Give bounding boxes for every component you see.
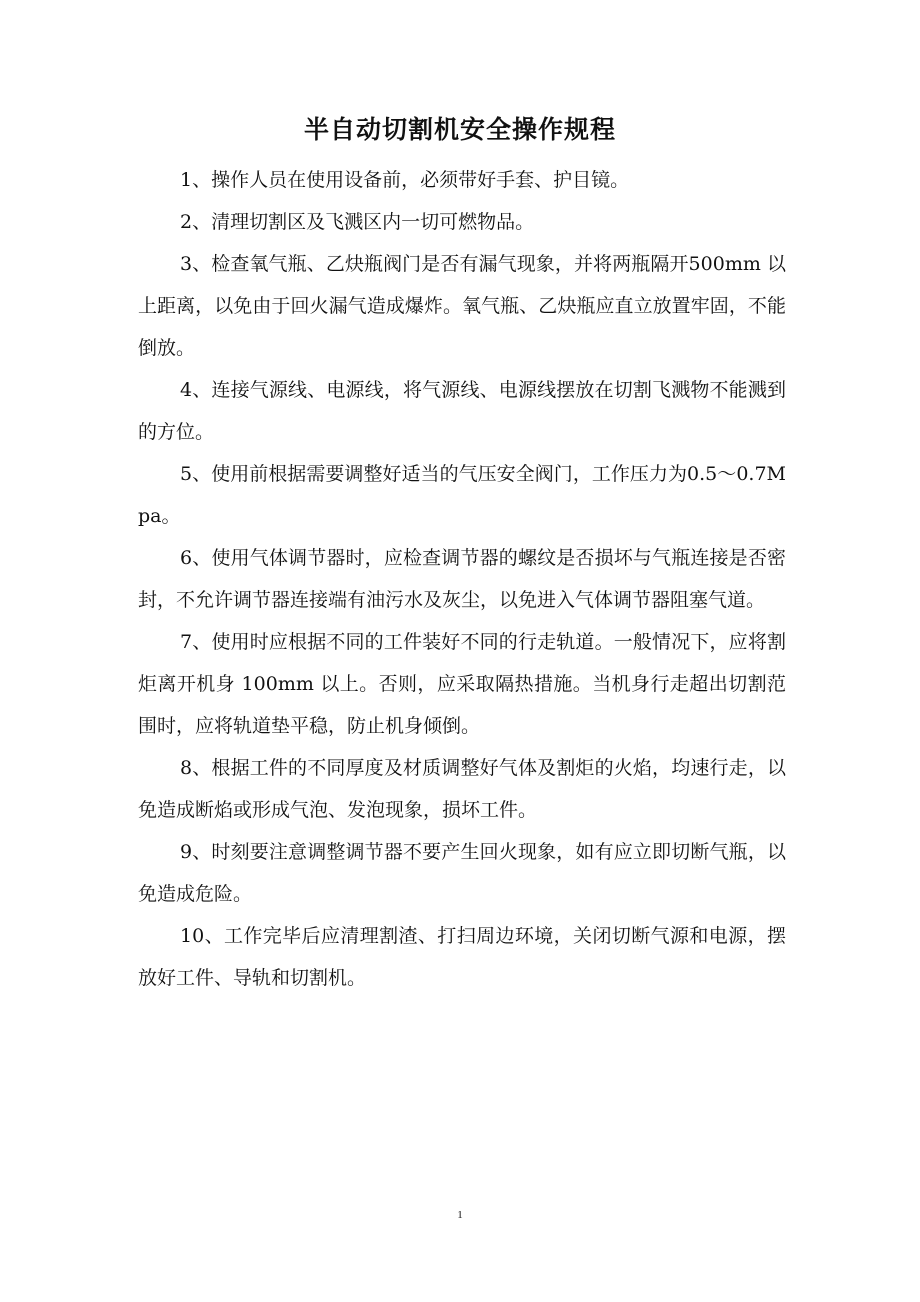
document-title: 半自动切割机安全操作规程 <box>303 115 616 144</box>
paragraph-7: 7、使用时应根据不同的工件装好不同的行走轨道。一般情况下，应将割炬离开机身 100mm 以上。否则，应采取隔热措施。当机身行走超出切割范围时，应将轨道垫平稳，防止机身倾倒。 <box>138 631 786 737</box>
page-number: 1 <box>457 1209 463 1221</box>
paragraph-9: 9、时刻要注意调整调节器不要产生回火现象，如有应立即切断气瓶，以免造成危险。 <box>138 841 786 905</box>
paragraph-2: 2、清理切割区及飞溅区内一切可燃物品。 <box>180 211 535 233</box>
document-body <box>138 159 786 999</box>
paragraph-5: 5、使用前根据需要调整好适当的气压安全阀门，工作压力为0.5～0.7Mpa。 <box>138 463 786 527</box>
paragraph-4: 4、连接气源线、电源线，将气源线、电源线摆放在切割飞溅物不能溅到的方位。 <box>138 379 786 443</box>
paragraph-1: 1、操作人员在使用设备前，必须带好手套、护目镜。 <box>180 169 630 191</box>
paragraph-10: 10、工作完毕后应清理割渣、打扫周边环境，关闭切断气源和电源，摆放好工件、导轨和切割机。 <box>138 925 786 989</box>
paragraph-6: 6、使用气体调节器时，应检查调节器的螺纹是否损坏与气瓶连接是否密封，不允许调节器连接端有油污水及灰尘，以免进入气体调节器阻塞气道。 <box>138 547 786 611</box>
paragraph-3: 3、检查氧气瓶、乙炔瓶阀门是否有漏气现象，并将两瓶隔开500mm 以上距离，以免由于回火漏气造成爆炸。氧气瓶、乙炔瓶应直立放置牢固，不能倒放。 <box>138 253 786 359</box>
paragraph-8: 8、根据工件的不同厚度及材质调整好气体及割炬的火焰，均速行走，以免造成断焰或形成气泡、发泡现象，损坏工件。 <box>138 757 786 821</box>
